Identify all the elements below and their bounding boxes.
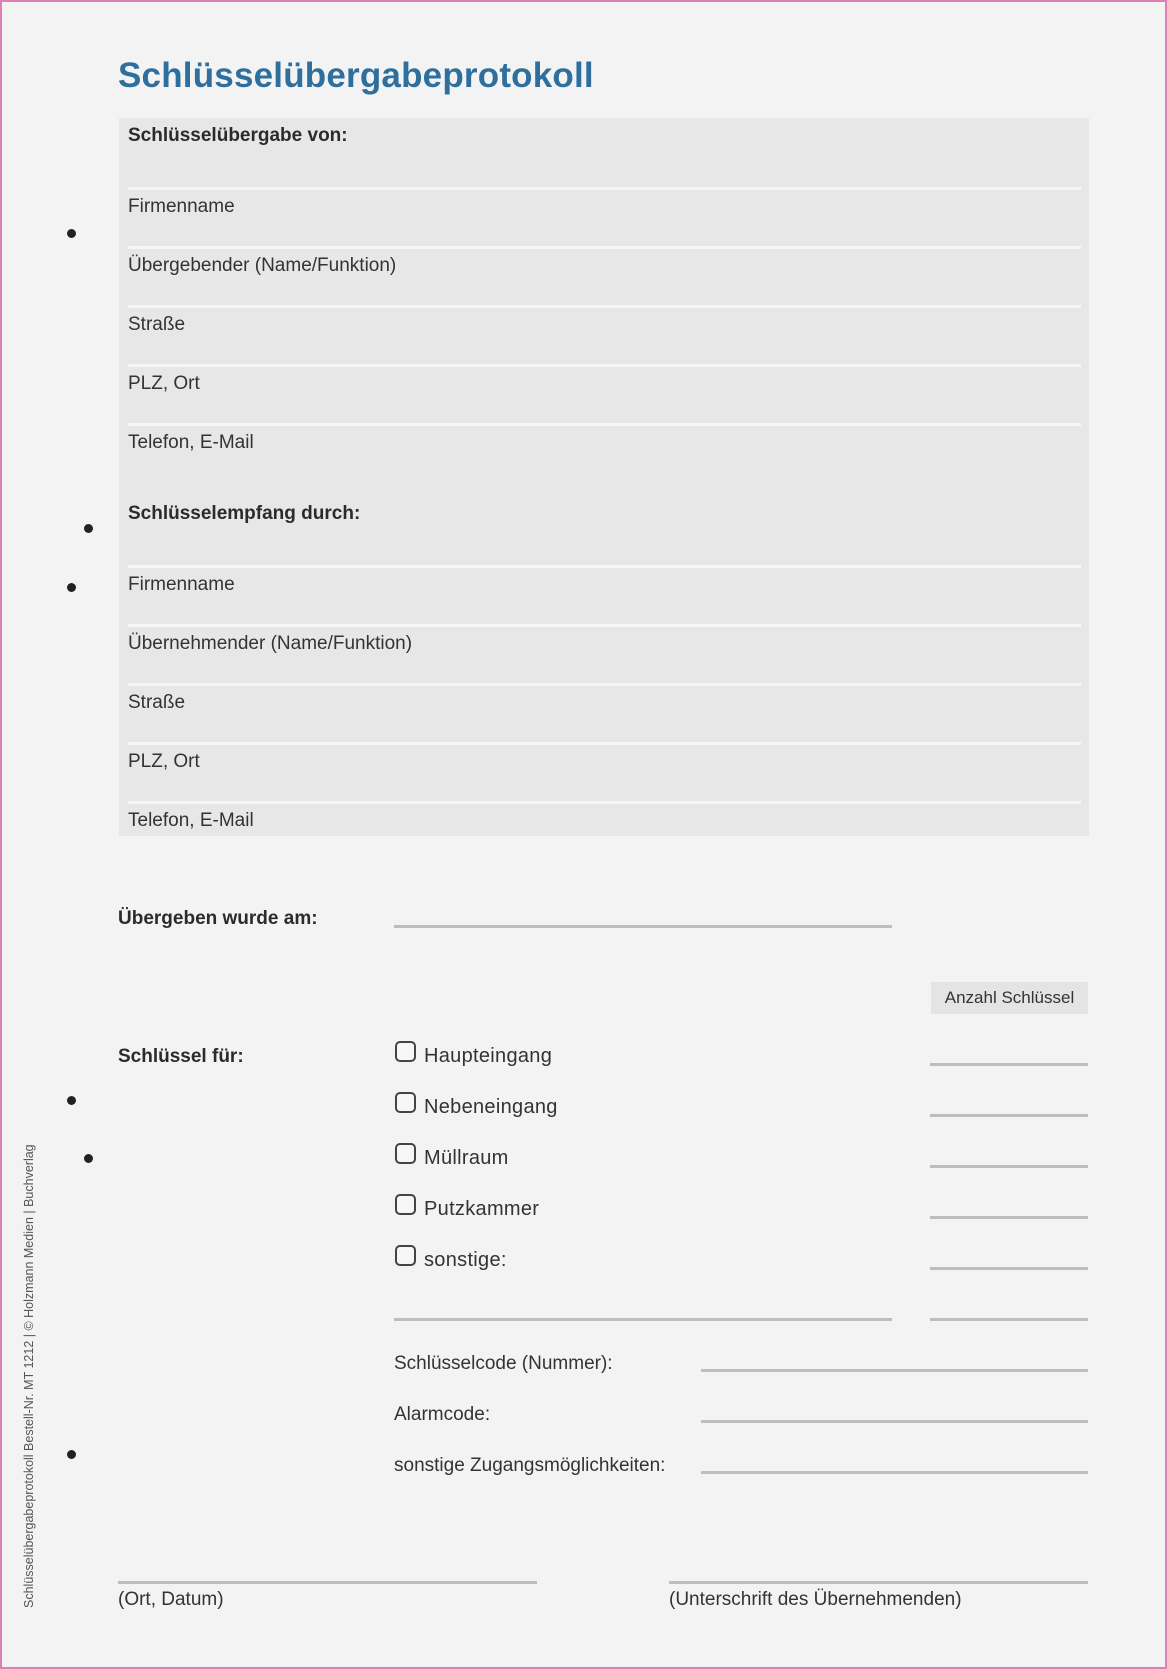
other-access-label: sonstige Zugangsmöglichkeiten: <box>394 1455 666 1476</box>
receipt-by-heading: Schlüsselempfang durch: <box>128 503 361 524</box>
other-checkbox[interactable] <box>395 1245 416 1266</box>
signature-label: (Unterschrift des Übernehmenden) <box>669 1589 962 1610</box>
cleaning-closet-count-line[interactable] <box>930 1216 1088 1219</box>
handover-date-line[interactable] <box>394 925 892 928</box>
field-divider <box>128 683 1081 686</box>
from-contact-field[interactable]: Telefon, E-Mail <box>128 432 254 453</box>
field-divider <box>128 565 1081 568</box>
key-code-label: Schlüsselcode (Nummer): <box>394 1353 613 1374</box>
garbage-room-label: Müllraum <box>424 1147 509 1169</box>
to-company-field[interactable]: Firmenname <box>128 574 235 595</box>
main-entrance-label: Haupteingang <box>424 1045 553 1067</box>
field-divider <box>128 423 1081 426</box>
to-person-field[interactable]: Übernehmender (Name/Funktion) <box>128 633 413 654</box>
punch-hole <box>67 1450 76 1459</box>
punch-hole <box>84 524 93 533</box>
place-date-label: (Ort, Datum) <box>118 1589 224 1610</box>
from-street-field[interactable]: Straße <box>128 314 186 335</box>
other-label: sonstige: <box>424 1249 507 1271</box>
place-date-line[interactable] <box>118 1581 537 1584</box>
handover-from-heading: Schlüsselübergabe von: <box>128 125 348 146</box>
field-divider <box>128 742 1081 745</box>
punch-hole <box>67 583 76 592</box>
other-description-line[interactable] <box>394 1318 892 1321</box>
other-extra-count-line[interactable] <box>930 1318 1088 1321</box>
keys-for-label: Schlüssel für: <box>118 1046 244 1067</box>
address-panel <box>119 118 1089 836</box>
side-entrance-label: Nebeneingang <box>424 1096 558 1118</box>
other-count-line[interactable] <box>930 1267 1088 1270</box>
to-street-field[interactable]: Straße <box>128 692 186 713</box>
cleaning-closet-label: Putzkammer <box>424 1198 540 1220</box>
main-entrance-count-line[interactable] <box>930 1063 1088 1066</box>
main-entrance-checkbox[interactable] <box>395 1041 416 1062</box>
field-divider <box>128 364 1081 367</box>
to-contact-field[interactable]: Telefon, E-Mail <box>128 810 254 831</box>
field-divider <box>128 624 1081 627</box>
side-entrance-checkbox[interactable] <box>395 1092 416 1113</box>
punch-hole <box>67 229 76 238</box>
to-city-field[interactable]: PLZ, Ort <box>128 751 200 772</box>
field-divider <box>128 801 1081 804</box>
from-city-field[interactable]: PLZ, Ort <box>128 373 200 394</box>
handed-over-on-label: Übergeben wurde am: <box>118 908 318 929</box>
side-entrance-count-line[interactable] <box>930 1114 1088 1117</box>
field-divider <box>128 187 1081 190</box>
from-person-field[interactable]: Übergebender (Name/Funktion) <box>128 255 397 276</box>
page-title: Schlüsselübergabeprotokoll <box>118 56 594 95</box>
cleaning-closet-checkbox[interactable] <box>395 1194 416 1215</box>
key-code-line[interactable] <box>701 1369 1088 1372</box>
punch-hole <box>67 1096 76 1105</box>
key-count-header: Anzahl Schlüssel <box>931 982 1088 1014</box>
signature-line[interactable] <box>669 1581 1088 1584</box>
alarm-code-line[interactable] <box>701 1420 1088 1423</box>
publisher-side-note: Schlüsselübergabeprotokoll Bestell-Nr. MT 1212 | © Holzmann Medien | Buchverlag <box>22 1144 36 1608</box>
garbage-room-count-line[interactable] <box>930 1165 1088 1168</box>
from-company-field[interactable]: Firmenname <box>128 196 235 217</box>
alarm-code-label: Alarmcode: <box>394 1404 491 1425</box>
field-divider <box>128 305 1081 308</box>
garbage-room-checkbox[interactable] <box>395 1143 416 1164</box>
other-access-line[interactable] <box>701 1471 1088 1474</box>
field-divider <box>128 246 1081 249</box>
punch-hole <box>84 1154 93 1163</box>
